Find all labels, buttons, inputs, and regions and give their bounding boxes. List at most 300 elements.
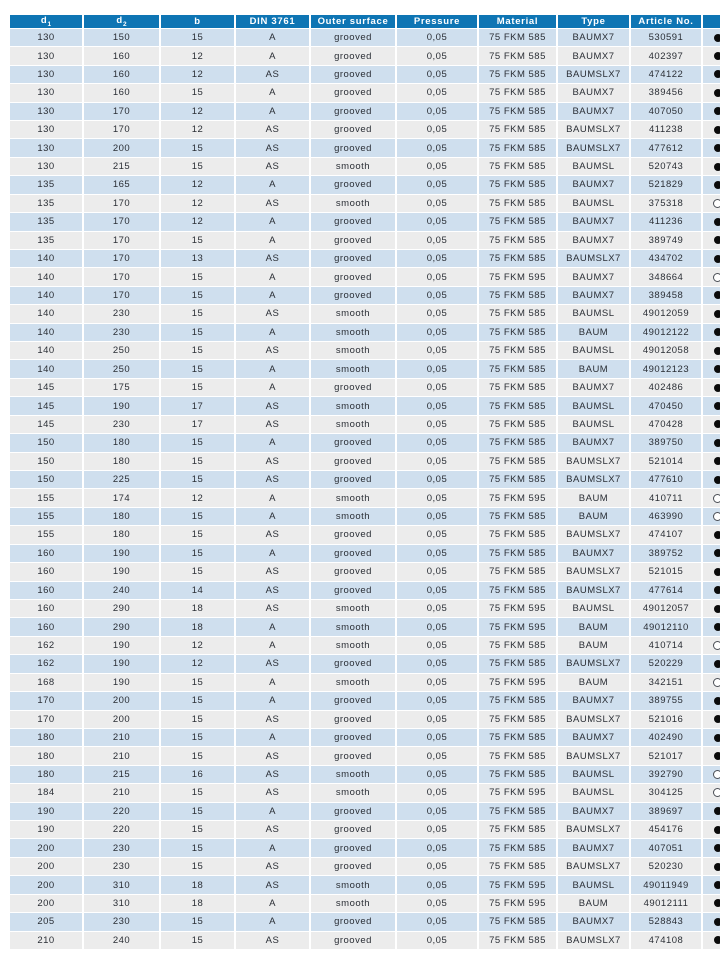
cell-article-no: 49012123 <box>631 360 701 377</box>
cell-d2: 200 <box>84 139 159 156</box>
cell-pressure: 0,05 <box>397 803 477 820</box>
cell-b: 15 <box>161 268 234 285</box>
column-header-d2: $d_2$ <box>84 15 159 28</box>
cell-type: BAUMSL <box>558 195 629 212</box>
table-header <box>10 15 720 28</box>
cell-material: 75 FKM 585 <box>479 360 556 377</box>
cell-d1: 140 <box>10 360 82 377</box>
cell-article-no: 389755 <box>631 692 701 709</box>
cell-article-no: 521015 <box>631 563 701 580</box>
cell-material: 75 FKM 585 <box>479 932 556 949</box>
cell-pressure: 0,05 <box>397 268 477 285</box>
cell-din-3761: A <box>236 839 309 856</box>
cell-d1: 160 <box>10 600 82 617</box>
cell-d2: 170 <box>84 268 159 285</box>
cell-b: 15 <box>161 711 234 728</box>
cell-outer-surface: grooved <box>311 379 395 396</box>
cell-outer-surface: grooved <box>311 747 395 764</box>
cell-d1: 130 <box>10 158 82 175</box>
cell-outer-surface: smooth <box>311 674 395 691</box>
cell-d2: 190 <box>84 674 159 691</box>
filled-circle-icon <box>714 476 720 484</box>
cell-type: BAUMX7 <box>558 692 629 709</box>
cell-d1: 140 <box>10 250 82 267</box>
cell-din-3761: A <box>236 489 309 506</box>
cell-outer-surface: smooth <box>311 895 395 912</box>
cell-d2: 190 <box>84 563 159 580</box>
cell-type: BAUMSLX7 <box>558 858 629 875</box>
filled-circle-icon <box>714 881 720 889</box>
cell-d1: 155 <box>10 526 82 543</box>
cell-article-no: 410711 <box>631 489 701 506</box>
table-row <box>10 803 720 820</box>
table-row <box>10 729 720 746</box>
cell-article-no: 410714 <box>631 637 701 654</box>
cell-pressure: 0,05 <box>397 66 477 83</box>
cell-material: 75 FKM 585 <box>479 176 556 193</box>
cell-article-no: 454176 <box>631 821 701 838</box>
cell-d2: 240 <box>84 932 159 949</box>
cell-availability <box>703 416 720 433</box>
cell-d1: 140 <box>10 268 82 285</box>
cell-pressure: 0,05 <box>397 139 477 156</box>
cell-material: 75 FKM 585 <box>479 232 556 249</box>
cell-d2: 290 <box>84 618 159 635</box>
cell-pressure: 0,05 <box>397 618 477 635</box>
cell-b: 12 <box>161 176 234 193</box>
cell-b: 15 <box>161 692 234 709</box>
cell-availability <box>703 176 720 193</box>
filled-circle-icon <box>714 347 720 355</box>
cell-din-3761: AS <box>236 453 309 470</box>
cell-d2: 200 <box>84 711 159 728</box>
table-row <box>10 913 720 930</box>
cell-d1: 135 <box>10 195 82 212</box>
cell-b: 15 <box>161 729 234 746</box>
cell-article-no: 477612 <box>631 139 701 156</box>
cell-pressure: 0,05 <box>397 176 477 193</box>
filled-circle-icon <box>714 697 720 705</box>
cell-b: 12 <box>161 103 234 120</box>
cell-d2: 250 <box>84 360 159 377</box>
cell-pressure: 0,05 <box>397 453 477 470</box>
filled-circle-icon <box>714 660 720 668</box>
cell-b: 12 <box>161 489 234 506</box>
table-row <box>10 324 720 341</box>
cell-outer-surface: smooth <box>311 360 395 377</box>
cell-availability <box>703 637 720 654</box>
cell-d1: 160 <box>10 618 82 635</box>
cell-material: 75 FKM 585 <box>479 250 556 267</box>
cell-type: BAUM <box>558 637 629 654</box>
cell-pressure: 0,05 <box>397 600 477 617</box>
cell-availability <box>703 729 720 746</box>
cell-d1: 180 <box>10 729 82 746</box>
cell-material: 75 FKM 585 <box>479 287 556 304</box>
cell-availability <box>703 29 720 46</box>
table-row <box>10 397 720 414</box>
filled-circle-icon <box>714 531 720 539</box>
cell-pressure: 0,05 <box>397 213 477 230</box>
cell-din-3761: AS <box>236 121 309 138</box>
cell-outer-surface: smooth <box>311 766 395 783</box>
cell-outer-surface: smooth <box>311 324 395 341</box>
cell-din-3761: A <box>236 692 309 709</box>
cell-material: 75 FKM 585 <box>479 471 556 488</box>
cell-type: BAUMX7 <box>558 84 629 101</box>
filled-circle-icon <box>714 218 720 226</box>
cell-din-3761: A <box>236 84 309 101</box>
cell-material: 75 FKM 585 <box>479 729 556 746</box>
cell-pressure: 0,05 <box>397 103 477 120</box>
cell-b: 15 <box>161 821 234 838</box>
cell-type: BAUMX7 <box>558 913 629 930</box>
cell-availability <box>703 103 720 120</box>
filled-circle-icon <box>714 568 720 576</box>
cell-outer-surface: smooth <box>311 342 395 359</box>
cell-type: BAUMSL <box>558 305 629 322</box>
cell-article-no: 520743 <box>631 158 701 175</box>
cell-b: 12 <box>161 213 234 230</box>
cell-pressure: 0,05 <box>397 47 477 64</box>
cell-d1: 145 <box>10 379 82 396</box>
cell-b: 15 <box>161 305 234 322</box>
cell-din-3761: A <box>236 324 309 341</box>
column-header-type: Type <box>558 15 629 28</box>
cell-material: 75 FKM 585 <box>479 766 556 783</box>
cell-outer-surface: smooth <box>311 618 395 635</box>
cell-pressure: 0,05 <box>397 84 477 101</box>
cell-type: BAUMSLX7 <box>558 139 629 156</box>
cell-b: 15 <box>161 342 234 359</box>
cell-material: 75 FKM 585 <box>479 139 556 156</box>
cell-d2: 190 <box>84 397 159 414</box>
cell-d2: 190 <box>84 655 159 672</box>
table-row <box>10 545 720 562</box>
cell-outer-surface: grooved <box>311 729 395 746</box>
cell-d1: 170 <box>10 692 82 709</box>
cell-type: BAUM <box>558 324 629 341</box>
cell-b: 15 <box>161 158 234 175</box>
cell-outer-surface: grooved <box>311 858 395 875</box>
table-row <box>10 508 720 525</box>
cell-availability <box>703 213 720 230</box>
filled-circle-icon <box>714 163 720 171</box>
cell-availability <box>703 195 720 212</box>
cell-availability <box>703 526 720 543</box>
cell-outer-surface: grooved <box>311 692 395 709</box>
cell-d2: 170 <box>84 287 159 304</box>
table-row <box>10 287 720 304</box>
cell-outer-surface: grooved <box>311 711 395 728</box>
cell-d1: 170 <box>10 711 82 728</box>
cell-d1: 130 <box>10 84 82 101</box>
cell-d1: 200 <box>10 895 82 912</box>
cell-type: BAUM <box>558 360 629 377</box>
table-row <box>10 195 720 212</box>
table-row <box>10 582 720 599</box>
cell-d1: 140 <box>10 342 82 359</box>
table-row <box>10 213 720 230</box>
cell-pressure: 0,05 <box>397 250 477 267</box>
filled-circle-icon <box>714 918 720 926</box>
cell-type: BAUMX7 <box>558 232 629 249</box>
cell-outer-surface: smooth <box>311 305 395 322</box>
cell-type: BAUMSL <box>558 416 629 433</box>
cell-type: BAUMX7 <box>558 839 629 856</box>
open-circle-icon <box>713 788 720 797</box>
filled-circle-icon <box>714 936 720 944</box>
cell-pressure: 0,05 <box>397 324 477 341</box>
cell-material: 75 FKM 585 <box>479 637 556 654</box>
table-row <box>10 416 720 433</box>
filled-circle-icon <box>714 623 720 631</box>
table-row <box>10 47 720 64</box>
cell-pressure: 0,05 <box>397 195 477 212</box>
cell-material: 75 FKM 585 <box>479 29 556 46</box>
cell-material: 75 FKM 585 <box>479 839 556 856</box>
cell-availability <box>703 692 720 709</box>
table-row <box>10 858 720 875</box>
filled-circle-icon <box>714 70 720 78</box>
cell-pressure: 0,05 <box>397 305 477 322</box>
table-row <box>10 655 720 672</box>
cell-availability <box>703 876 720 893</box>
cell-article-no: 389749 <box>631 232 701 249</box>
cell-type: BAUMSLX7 <box>558 526 629 543</box>
table-row <box>10 766 720 783</box>
cell-b: 17 <box>161 416 234 433</box>
cell-pressure: 0,05 <box>397 858 477 875</box>
cell-d2: 230 <box>84 416 159 433</box>
cell-din-3761: A <box>236 913 309 930</box>
cell-article-no: 402490 <box>631 729 701 746</box>
cell-outer-surface: smooth <box>311 195 395 212</box>
cell-b: 15 <box>161 508 234 525</box>
cell-pressure: 0,05 <box>397 434 477 451</box>
cell-din-3761: AS <box>236 655 309 672</box>
cell-d1: 180 <box>10 747 82 764</box>
cell-article-no: 402397 <box>631 47 701 64</box>
cell-pressure: 0,05 <box>397 729 477 746</box>
cell-type: BAUMSLX7 <box>558 121 629 138</box>
cell-outer-surface: smooth <box>311 397 395 414</box>
cell-din-3761: A <box>236 176 309 193</box>
cell-availability <box>703 158 720 175</box>
cell-b: 15 <box>161 563 234 580</box>
cell-d1: 135 <box>10 213 82 230</box>
cell-b: 15 <box>161 747 234 764</box>
cell-material: 75 FKM 585 <box>479 324 556 341</box>
cell-type: BAUMX7 <box>558 803 629 820</box>
table-row <box>10 839 720 856</box>
cell-material: 75 FKM 585 <box>479 711 556 728</box>
cell-b: 15 <box>161 29 234 46</box>
cell-pressure: 0,05 <box>397 489 477 506</box>
cell-type: BAUMX7 <box>558 434 629 451</box>
cell-din-3761: A <box>236 360 309 377</box>
cell-outer-surface: smooth <box>311 637 395 654</box>
cell-d2: 200 <box>84 692 159 709</box>
cell-material: 75 FKM 585 <box>479 84 556 101</box>
cell-availability <box>703 895 720 912</box>
cell-article-no: 520229 <box>631 655 701 672</box>
cell-d1: 200 <box>10 839 82 856</box>
cell-din-3761: A <box>236 434 309 451</box>
table-row <box>10 821 720 838</box>
cell-b: 12 <box>161 637 234 654</box>
cell-type: BAUMSLX7 <box>558 655 629 672</box>
table-row <box>10 876 720 893</box>
filled-circle-icon <box>714 236 720 244</box>
cell-article-no: 521017 <box>631 747 701 764</box>
cell-d2: 230 <box>84 305 159 322</box>
cell-availability <box>703 545 720 562</box>
cell-type: BAUMX7 <box>558 379 629 396</box>
cell-material: 75 FKM 585 <box>479 195 556 212</box>
filled-circle-icon <box>714 107 720 115</box>
filled-circle-icon <box>714 752 720 760</box>
cell-availability <box>703 268 720 285</box>
cell-d1: 130 <box>10 66 82 83</box>
cell-din-3761: AS <box>236 784 309 801</box>
cell-material: 75 FKM 585 <box>479 821 556 838</box>
cell-pressure: 0,05 <box>397 287 477 304</box>
cell-d1: 184 <box>10 784 82 801</box>
cell-material: 75 FKM 595 <box>479 784 556 801</box>
cell-b: 18 <box>161 876 234 893</box>
filled-circle-icon <box>714 89 720 97</box>
cell-din-3761: AS <box>236 195 309 212</box>
cell-availability <box>703 766 720 783</box>
cell-material: 75 FKM 585 <box>479 379 556 396</box>
cell-pressure: 0,05 <box>397 563 477 580</box>
cell-availability <box>703 839 720 856</box>
cell-availability <box>703 434 720 451</box>
cell-article-no: 477610 <box>631 471 701 488</box>
cell-outer-surface: smooth <box>311 416 395 433</box>
cell-d1: 200 <box>10 876 82 893</box>
cell-material: 75 FKM 595 <box>479 674 556 691</box>
cell-availability <box>703 711 720 728</box>
cell-article-no: 407050 <box>631 103 701 120</box>
filled-circle-icon <box>714 402 720 410</box>
table-row <box>10 453 720 470</box>
cell-article-no: 389456 <box>631 84 701 101</box>
cell-article-no: 389458 <box>631 287 701 304</box>
header-row <box>10 15 720 28</box>
cell-pressure: 0,05 <box>397 158 477 175</box>
cell-availability <box>703 582 720 599</box>
cell-d1: 135 <box>10 232 82 249</box>
cell-din-3761: A <box>236 47 309 64</box>
cell-type: BAUMSLX7 <box>558 453 629 470</box>
cell-material: 75 FKM 585 <box>479 103 556 120</box>
cell-article-no: 477614 <box>631 582 701 599</box>
cell-din-3761: A <box>236 729 309 746</box>
cell-availability <box>703 305 720 322</box>
cell-b: 13 <box>161 250 234 267</box>
cell-article-no: 521014 <box>631 453 701 470</box>
column-header-article-no: Article No. <box>631 15 701 28</box>
cell-availability <box>703 858 720 875</box>
cell-pressure: 0,05 <box>397 839 477 856</box>
cell-type: BAUM <box>558 508 629 525</box>
filled-circle-icon <box>714 807 720 815</box>
cell-type: BAUMX7 <box>558 545 629 562</box>
table-row <box>10 692 720 709</box>
cell-article-no: 348664 <box>631 268 701 285</box>
cell-pressure: 0,05 <box>397 121 477 138</box>
cell-outer-surface: grooved <box>311 139 395 156</box>
cell-b: 12 <box>161 655 234 672</box>
cell-d1: 130 <box>10 139 82 156</box>
cell-din-3761: A <box>236 268 309 285</box>
table-row <box>10 360 720 377</box>
cell-material: 75 FKM 585 <box>479 342 556 359</box>
cell-pressure: 0,05 <box>397 895 477 912</box>
cell-outer-surface: grooved <box>311 121 395 138</box>
table-row <box>10 250 720 267</box>
cell-outer-surface: grooved <box>311 839 395 856</box>
cell-article-no: 49012057 <box>631 600 701 617</box>
cell-d2: 160 <box>84 47 159 64</box>
table-row <box>10 895 720 912</box>
cell-d2: 180 <box>84 453 159 470</box>
open-circle-icon <box>713 512 720 521</box>
cell-din-3761: AS <box>236 582 309 599</box>
cell-d1: 168 <box>10 674 82 691</box>
filled-circle-icon <box>714 549 720 557</box>
cell-d1: 130 <box>10 121 82 138</box>
cell-outer-surface: grooved <box>311 545 395 562</box>
table-row <box>10 342 720 359</box>
cell-article-no: 470450 <box>631 397 701 414</box>
cell-din-3761: AS <box>236 711 309 728</box>
cell-d2: 180 <box>84 508 159 525</box>
cell-type: BAUMSLX7 <box>558 711 629 728</box>
cell-pressure: 0,05 <box>397 416 477 433</box>
cell-d1: 155 <box>10 508 82 525</box>
cell-availability <box>703 66 720 83</box>
table-row <box>10 637 720 654</box>
filled-circle-icon <box>714 844 720 852</box>
cell-d1: 130 <box>10 29 82 46</box>
filled-circle-icon <box>714 420 720 428</box>
cell-d1: 140 <box>10 305 82 322</box>
cell-d2: 230 <box>84 324 159 341</box>
cell-material: 75 FKM 585 <box>479 66 556 83</box>
cell-d1: 205 <box>10 913 82 930</box>
seal-spec-table <box>8 14 720 950</box>
cell-article-no: 474108 <box>631 932 701 949</box>
cell-article-no: 402486 <box>631 379 701 396</box>
cell-material: 75 FKM 595 <box>479 489 556 506</box>
cell-pressure: 0,05 <box>397 360 477 377</box>
cell-material: 75 FKM 595 <box>479 895 556 912</box>
filled-circle-icon <box>714 457 720 465</box>
filled-circle-icon <box>714 291 720 299</box>
cell-din-3761: AS <box>236 250 309 267</box>
cell-material: 75 FKM 585 <box>479 47 556 64</box>
cell-availability <box>703 250 720 267</box>
cell-d2: 180 <box>84 434 159 451</box>
cell-d2: 150 <box>84 29 159 46</box>
cell-pressure: 0,05 <box>397 508 477 525</box>
cell-pressure: 0,05 <box>397 655 477 672</box>
cell-d1: 150 <box>10 471 82 488</box>
cell-material: 75 FKM 595 <box>479 268 556 285</box>
